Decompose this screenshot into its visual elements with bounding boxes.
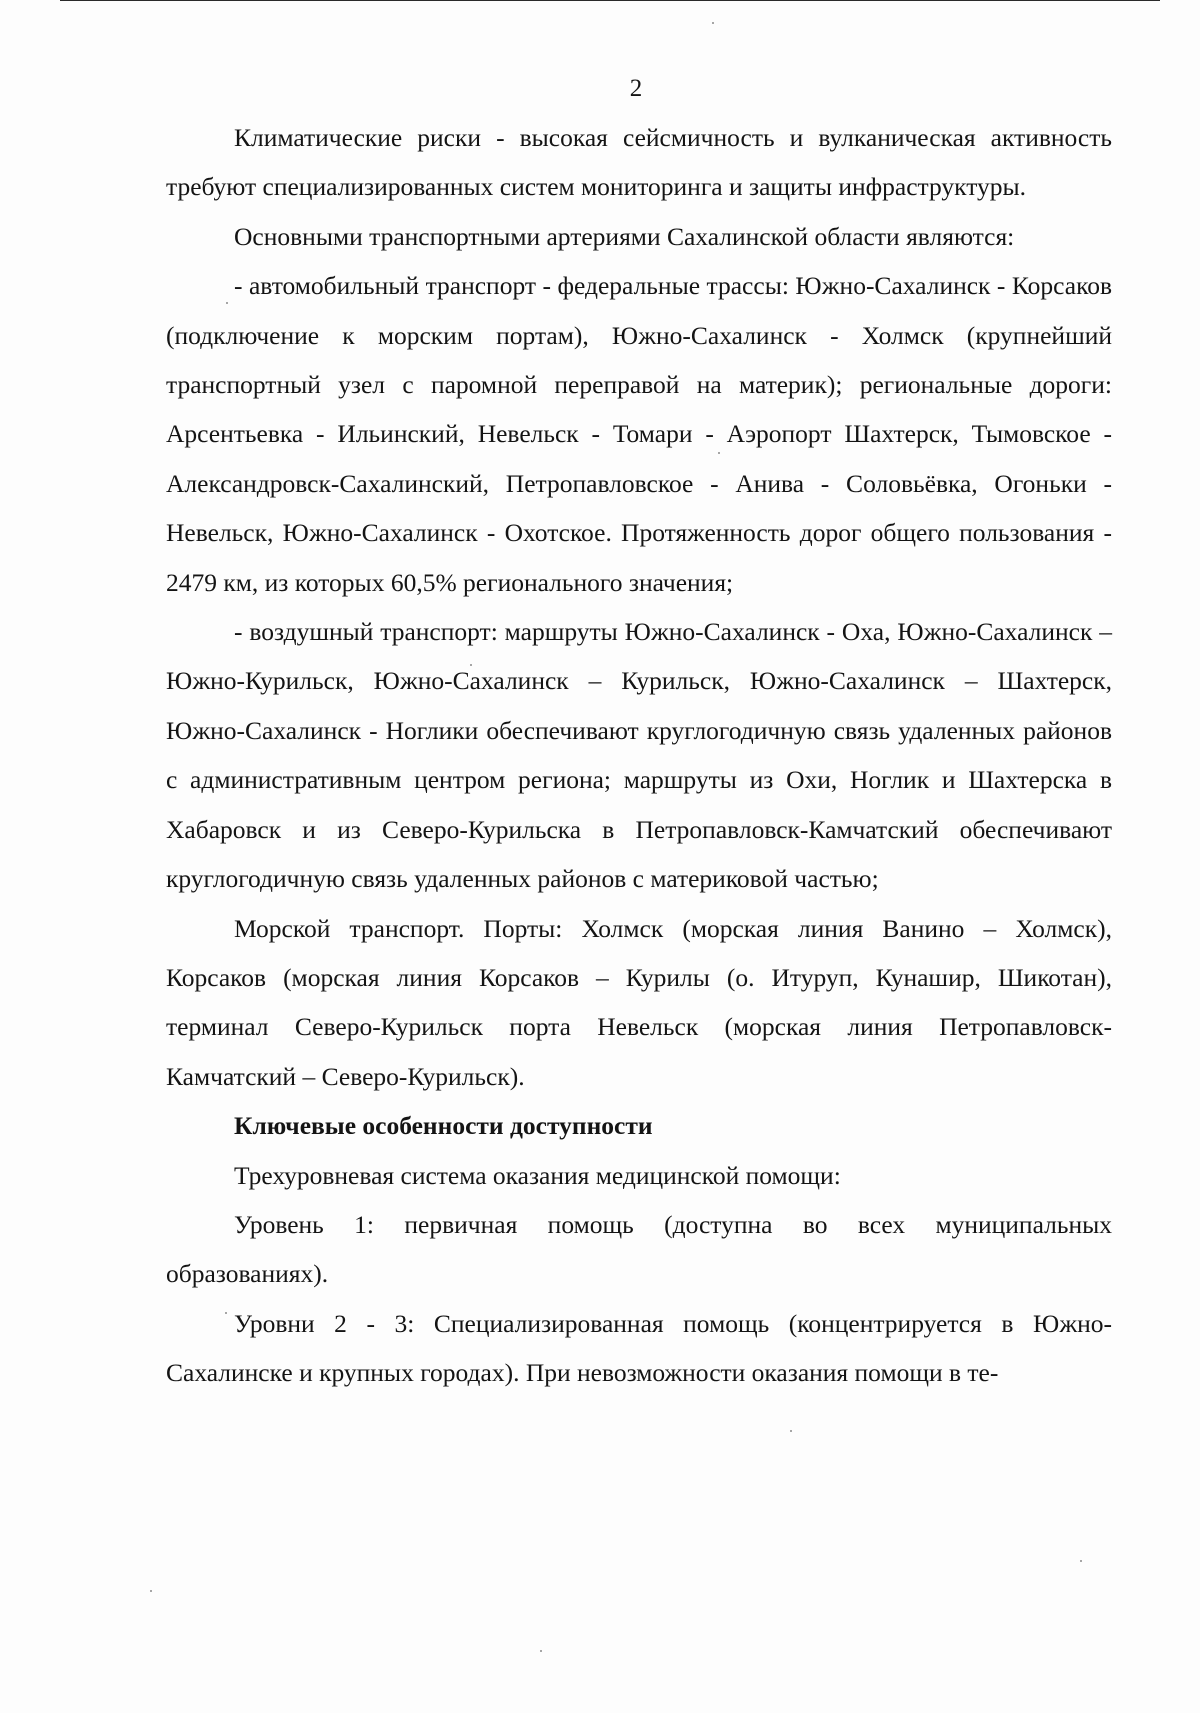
scan-speck: [712, 22, 714, 24]
body-text: [166, 113, 1112, 1398]
paragraph-level-1: Уровень 1: первичная помощь (доступна во всех муниципальных образованиях).: [166, 1209, 1112, 1289]
scan-speck: [790, 1430, 792, 1432]
paragraph-air-transport: - воздушный транспорт: маршруты Южно-Сахалинск - Оха, Южно-Сахалинск – Южно-Курильск, Южно-Сахалинск – Курильск, Южно-Сахалинск – Шахтерск, Южно-Сахалинск - Ноглики обеспечивают круглогодичную связь удаленных районов с административным центром региона; маршруты из Охи, Ноглик и Шахтерска в Хабаровск и из Северо-Курильска в Петропавловск-Камчатский обеспечивают круглогодичную связь удаленных районов с материковой частью;: [166, 617, 1112, 894]
scan-speck: [1080, 1560, 1082, 1562]
scan-speck: [540, 1650, 542, 1652]
paragraph-levels-2-3: Уровни 2 - 3: Специализированная помощь (концентрируется в Южно-Сахалинске и крупных городах). При невозможности оказания помощи в те-: [166, 1308, 1112, 1388]
section-heading: Ключевые особенности доступности: [234, 1111, 653, 1141]
scan-speck: [150, 1590, 152, 1592]
paragraph-road-transport: - автомобильный транспорт - федеральные трассы: Южно-Сахалинск - Корсаков (подключение к морским портам), Южно-Сахалинск - Холмск (крупнейший транспортный узел с паромной переправой на материк); региональные дороги: Арсентьевка - Ильинский, Невельск - Томари - Аэропорт Шахтерск, Тымовское - Александровск-Сахалинский, Петропавловское - Анива - Соловьёвка, Огоньки - Невельск, Южно-Сахалинск - Охотское. Протяженность дорог общего пользования - 2479 км, из которых 60,5% регионального значения;: [166, 271, 1112, 597]
page-number: 2: [629, 75, 643, 102]
page-top-edge: [60, 0, 1160, 1]
paragraph-climate-risks: Климатические риски - высокая сейсмичность и вулканическая активность требуют специализированных систем мониторинга и защиты инфраструктуры.: [166, 123, 1112, 202]
paragraph-care-system: Трехуровневая система оказания медицинской помощи:: [234, 1160, 841, 1190]
scan-speck: [718, 452, 720, 454]
paragraph-transport-intro: Основными транспортными артериями Сахалинской области являются:: [234, 221, 1015, 251]
paragraph-sea-transport: Морской транспорт. Порты: Холмск (морская линия Ванино – Холмск), Корсаков (морская линия Корсаков – Курилы (о. Итуруп, Кунашир, Шикотан), терминал Северо-Курильск порта Невельск (морская линия Петропавловск-Камчатский – Северо-Курильск).: [166, 913, 1112, 1091]
scan-speck: [226, 302, 228, 304]
scan-speck: [470, 664, 472, 666]
scan-speck: [225, 1312, 227, 1314]
